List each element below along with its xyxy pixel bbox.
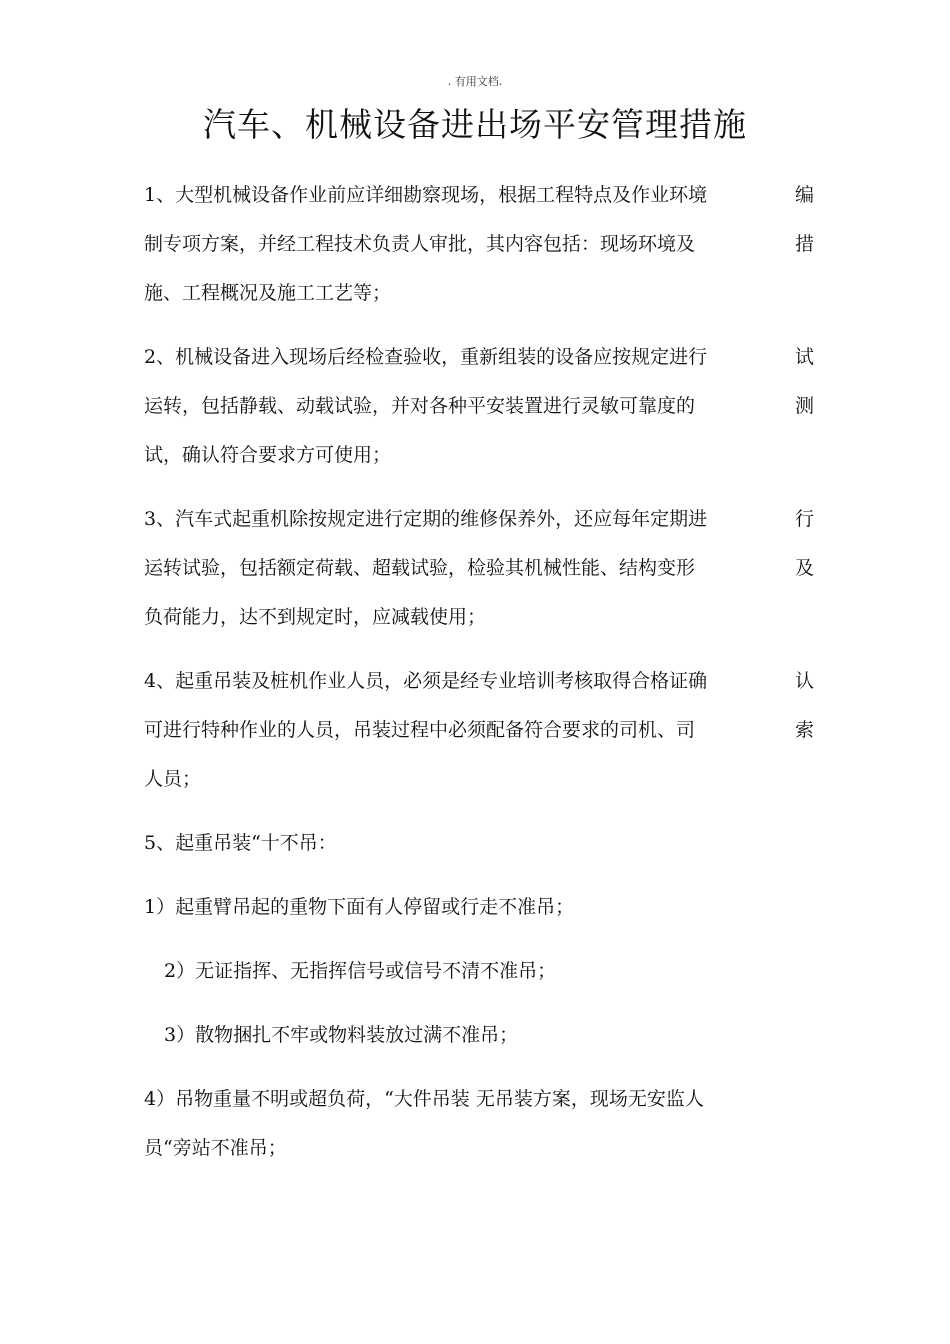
line-text: 4、起重吊装及桩机作业人员，必须是经专业培训考核取得合格证确 — [144, 670, 708, 692]
list-item-2: 2）无证指挥、无指挥信号或信号不清不准吊； — [164, 960, 557, 982]
paragraph-2 — [144, 333, 814, 480]
paragraph-line: 施、工程概况及施工工艺等； — [144, 282, 392, 304]
paragraph-line: 负荷能力，达不到规定时，应减载使用； — [144, 606, 487, 628]
line-tail: 行 — [794, 508, 814, 530]
list-item-3: 3）散物捆扎不牢或物料装放过满不准吊； — [164, 1024, 519, 1046]
line-tail: 试 — [794, 346, 814, 368]
paragraph-line: 人员； — [144, 768, 202, 790]
document-title: 汽车、机械设备进出场平安管理措施 — [203, 105, 747, 144]
paragraph-line: 4）吊物重量不明或超负荷，“大件吊装 无吊装方案，现场无安监人 — [144, 1088, 704, 1110]
line-text: 2、机械设备进入现场后经检查验收，重新组装的设备应按规定进行 — [144, 346, 708, 368]
paragraph-line — [144, 495, 814, 544]
paragraph-line: 员“旁站不准吊； — [144, 1137, 287, 1159]
header-note: . 有用文档. — [447, 75, 503, 88]
paragraph-line — [144, 657, 814, 706]
list-item-4 — [144, 1075, 814, 1173]
paragraph-line — [144, 220, 814, 269]
paragraph-line — [144, 706, 814, 755]
paragraph-line — [144, 382, 814, 431]
line-tail: 认 — [794, 670, 814, 692]
line-tail: 索 — [794, 719, 814, 741]
line-tail: 及 — [794, 557, 814, 579]
paragraph-line — [144, 333, 814, 382]
document-body — [144, 171, 814, 1188]
line-text: 制专项方案，并经工程技术负责人审批，其内容包括：现场环境及 — [144, 233, 696, 255]
line-tail: 编 — [794, 184, 814, 206]
paragraph-3 — [144, 495, 814, 642]
line-text: 1、大型机械设备作业前应详细勘察现场，根据工程特点及作业环境 — [144, 184, 708, 206]
line-text: 运转，包括静载、动载试验，并对各种平安装置进行灵敏可靠度的 — [144, 395, 696, 417]
line-text: 可进行特种作业的人员，吊装过程中必须配备符合要求的司机、司 — [144, 719, 696, 741]
paragraph-4 — [144, 657, 814, 804]
list-item-1: 1）起重臂吊起的重物下面有人停留或行走不准吊； — [144, 896, 575, 918]
paragraph-line — [144, 171, 814, 220]
line-tail: 测 — [794, 395, 814, 417]
line-text: 3、汽车式起重机除按规定进行定期的维修保养外，还应每年定期进 — [144, 508, 708, 530]
paragraph-line: 试，确认符合要求方可使用； — [144, 444, 392, 466]
paragraph-1 — [144, 171, 814, 318]
line-tail: 措 — [794, 233, 814, 255]
paragraph-line — [144, 544, 814, 593]
paragraph-5: 5、起重吊装“十不吊： — [144, 832, 337, 854]
line-text: 运转试验，包括额定荷载、超载试验，检验其机械性能、结构变形 — [144, 557, 696, 579]
